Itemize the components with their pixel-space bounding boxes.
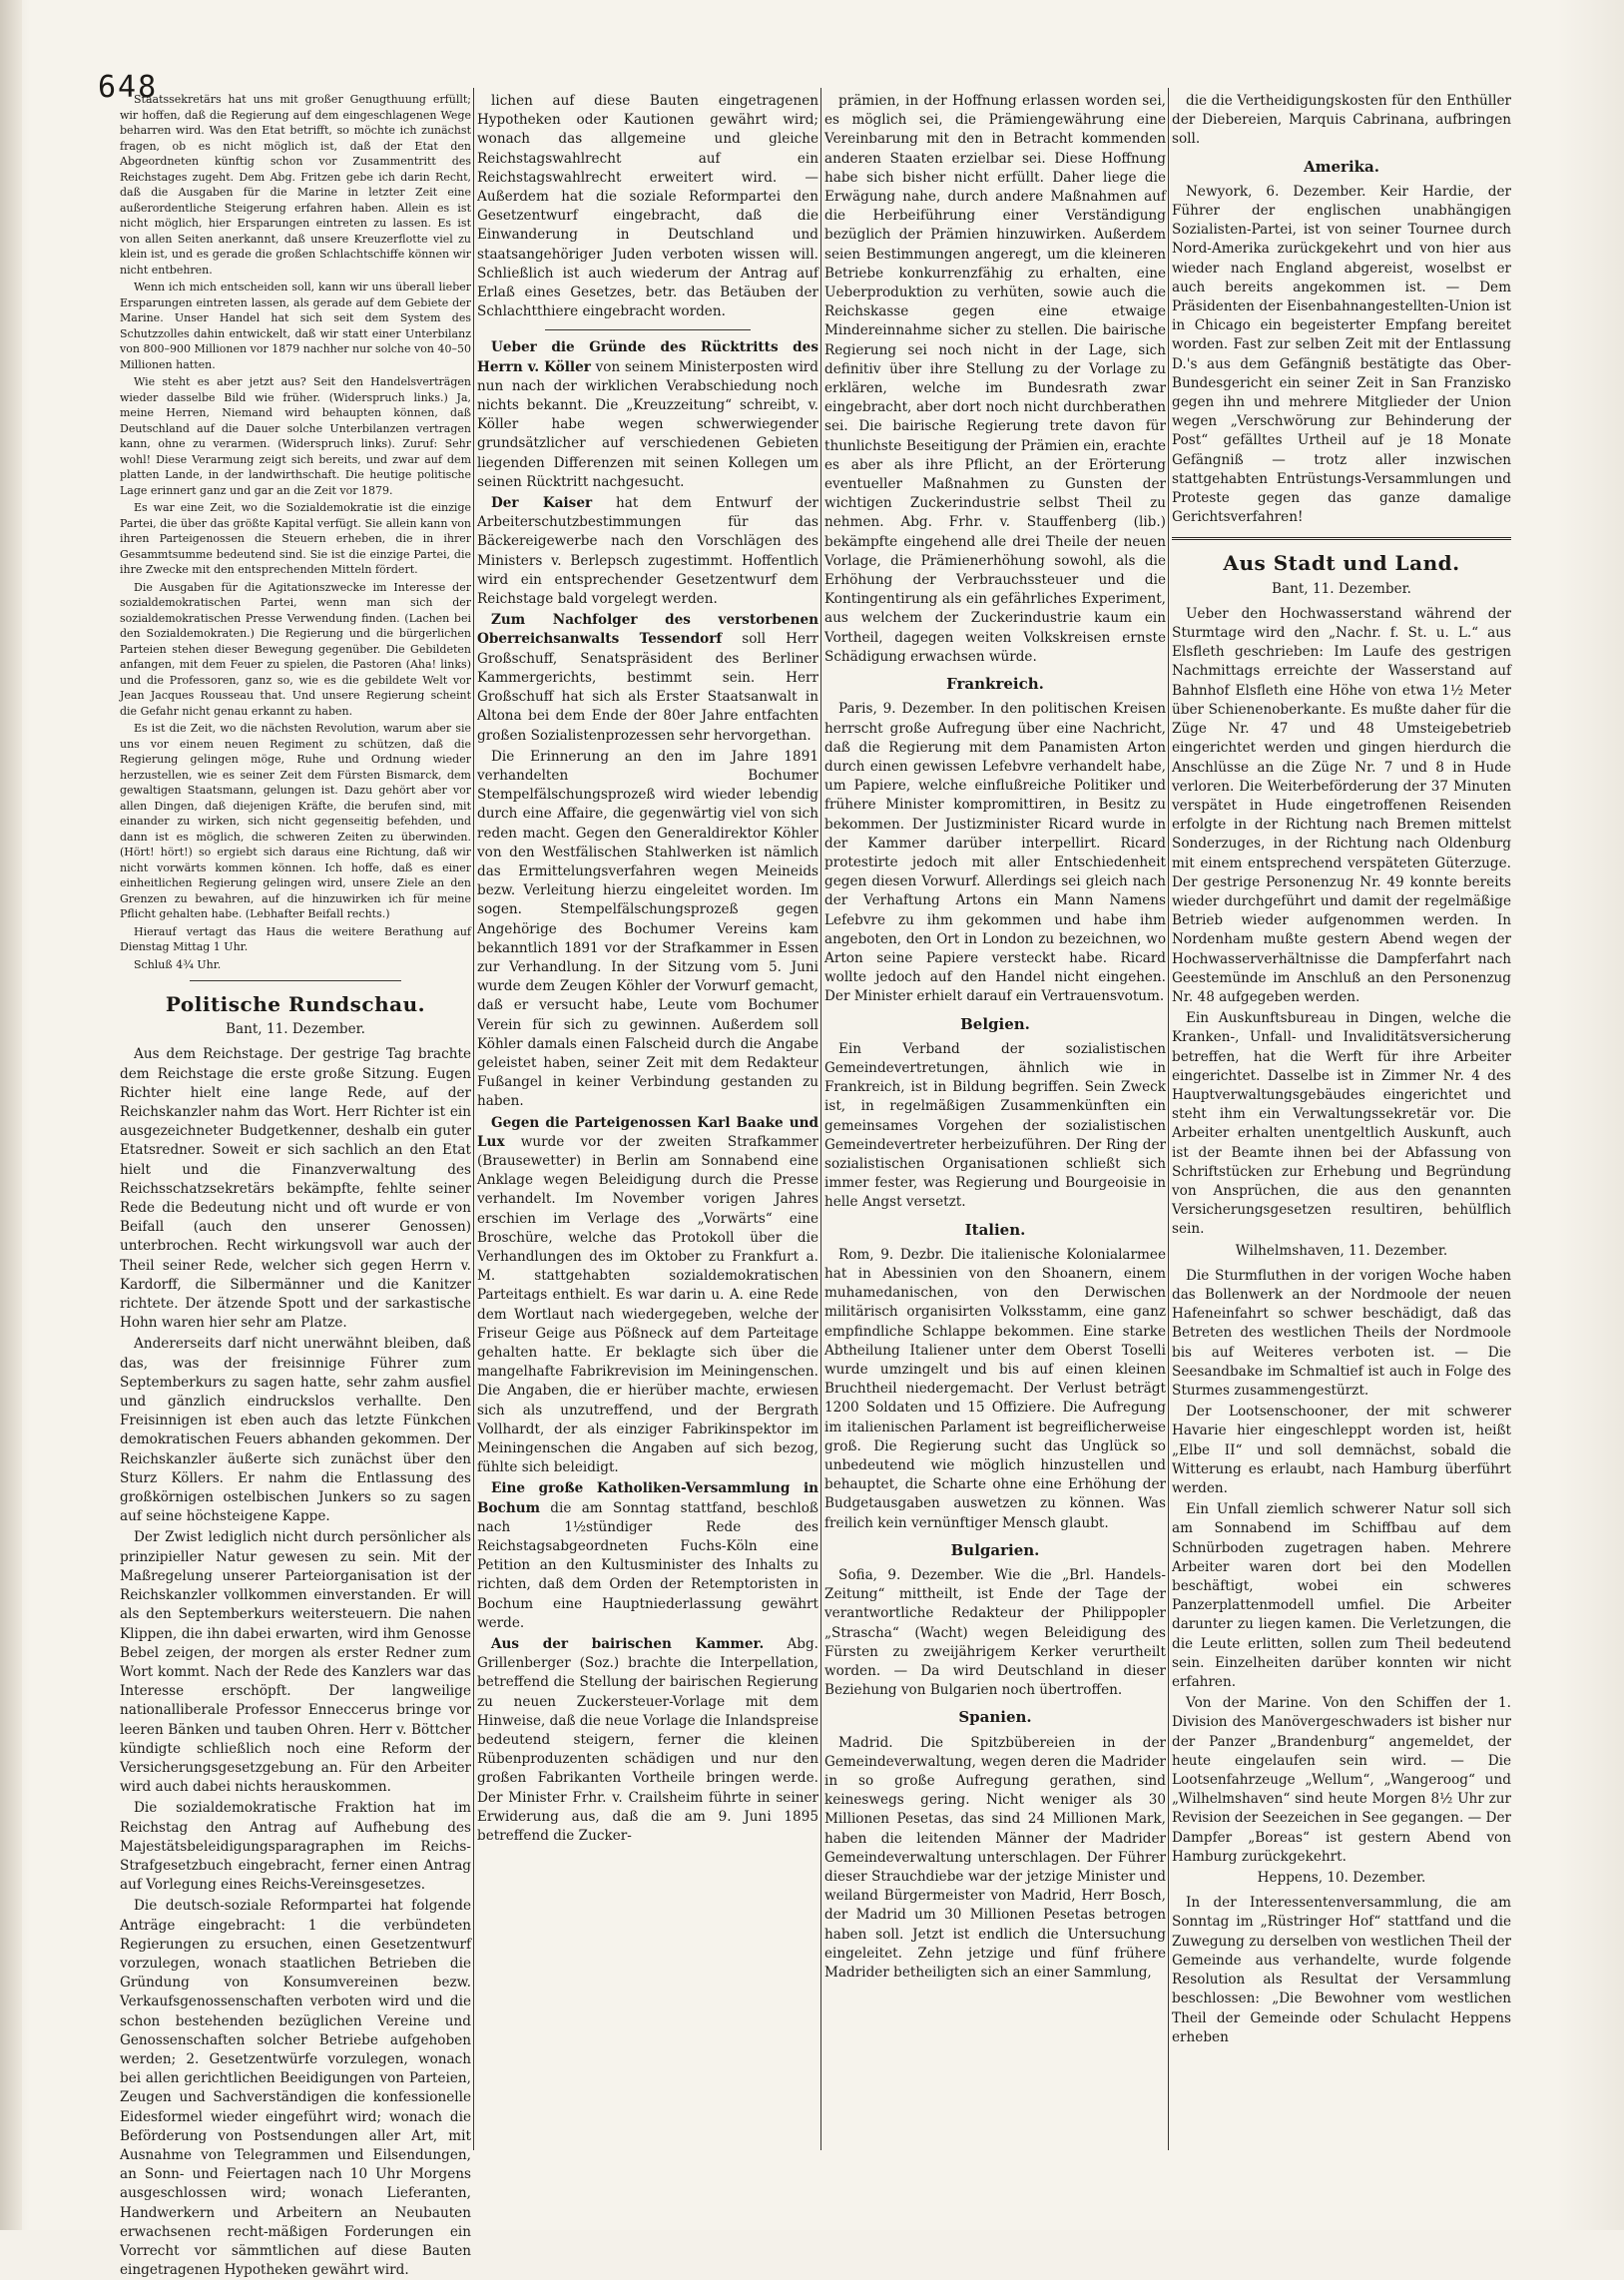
article-heading: Eine große Katholiken-Versammlung in Bochum	[477, 1480, 818, 1516]
divider	[1172, 537, 1511, 540]
paragraph: Der Zwist lediglich nicht durch persönlicher als prinzipieller Natur gewesen zu sein. Mit der Maßregelung unserer Parteiorganisation ist der Reichskanzler vollkommen einverstanden. Er will als den Septemberkurs weitersteuern. Die nahen Klippen, die ihn dabei erwarten, wird ihm Genosse Bebel zeigen, der morgen als erster Redner zum Wort kommt. Nach der Rede des Kanzlers war das Interesse erschöpft. Der langweilige nationalliberale Professor Enneccerus bringe vor leeren Bänken und tauben Ohren. Herr v. Böttcher kündigte schließlich noch eine Reform der Versicherungsgesetzgebung an. Für den Arbeiter wird auch dabei nichts herauskommen.	[120, 1529, 471, 1796]
article-heading: Zum Nachfolger des verstorbenen Oberreichsanwalts Tessendorf	[477, 612, 818, 648]
close-note: Schluß 4¾ Uhr.	[134, 957, 222, 971]
dateline: Bant, 11. Dezember.	[1271, 580, 1411, 597]
article-heading: Der Kaiser	[491, 495, 593, 512]
paragraph: Die sozialdemokratische Fraktion hat im Reichstag den Antrag auf Aufhebung des Majestätsbeleidigungsparagraphen im Reichs-Strafgesetzbuch eingebracht, ferner einen Antrag auf Vorlegung eines Reichs-Vereinsgesetzes.	[120, 1800, 471, 1894]
column-3	[824, 92, 1166, 2148]
page-number: 648	[98, 70, 159, 105]
column-4	[1172, 92, 1511, 2148]
paragraph: Die deutsch-soziale Reformpartei hat folgende Anträge eingebracht: 1 die verbündeten Regierungen zu ersuchen, einen Gesetzentwurf vorzulegen, wonach staatlichen Betrieben die Gründung von Konsumvereinen bezw. Verkaufsgenossenschaften verboten wird und die schon bestehenden bezüglichen Vereine und Genossenschaften solcher Betriebe aufgehoben werden; 2. Gesetzentwürfe vorzulegen, wonach bei allen gerichtlichen Beeidigungen von Parteien, Zeugen und Sachverständigen die konfessionelle Eidesformel wieder eingeführt wird; wonach die Beförderung von Postsendungen aller Art, mit Ausnahme von Telegrammen und Eilsendungen, an Sonn- und Feiertagen nach 10 Uhr Morgens ausgeschlossen wird; wonach Lieferanten, Handwerkern und Arbeitern an Neubauten erwachsenen recht-mäßigen Forderungen ein Vorrecht vor sämmtlichen auf diese Bauten eingetragenen Hypotheken gewährt wird.	[120, 1898, 471, 2279]
divider	[545, 329, 750, 330]
column-2	[477, 92, 818, 2148]
paragraph: Ein Verband der sozialistischen Gemeindevertretungen, ähnlich wie in Frankreich, ist in Bildung begriffen. Sein Zweck ist, in regelmäßigen Zusammenkünften ein gemeinsames Vorgehen der sozialistischen Gemeindevertreter herbeizuführen. Der Ring der sozialistischen Organisationen schließt sich immer fester, was Regierung und Bourgeoisie in helle Angst versetzt.	[824, 1040, 1166, 1211]
paragraph: Newyork, 6. Dezember. Keir Hardie, der Führer der englischen unabhängigen Sozialisten-Partei, ist von seiner Tournee durch Nord-Amerika zurückgekehrt und von hier aus wieder nach England abgereist, woselbst er auch bereits angekommen ist. — Dem Präsidenten der Eisenbahnangestellten-Union ist in Chicago ein begeisterter Empfang bereitet worden. Fast zur selben Zeit mit der Entlassung D.'s aus dem Gefängniß bestätigte das Ober-Bundesgericht ein seiner Zeit in San Franzisko gegen ihn und mehrere Mitglieder der Union wegen „Verschwörung zur Behinderung der Post“ gefälltes Urtheil auf je 18 Monate Gefängniß — trotz aller inzwischen stattgehabten Entrüstungs-Versammlungen und Proteste gegen das ganze damalige Gerichtsverfahren!	[1172, 183, 1511, 526]
paragraph: Ein Unfall ziemlich schwerer Natur soll sich am Sonnabend im Schiffbau auf dem Schnürboden zugetragen haben. Mehrere Arbeiter waren dort bei den Modellen beschäftigt, wobei ein schweres Panzerplattenmodell umfiel. Die Arbeiter darunter zu liegen kamen. Die Verletzungen, die die Leute erlitten, sollen zum Theil bedeutend sein. Einzelheiten darüber konnten wir nicht erfahren.	[1172, 1501, 1511, 1691]
paragraph: Aus dem Reichstage. Der gestrige Tag brachte dem Reichstage die erste große Sitzung. Eugen Richter hielt eine lange Rede, auf der Reichskanzler nahm das Wort. Herr Richter ist ein ausgezeichneter Budgetkenner, deshalb ein guter Etatsredner. Soweit er sich sachlich an den Etat hielt und die Finanzverwaltung des Reichsschatzsekretärs bekämpfte, fehlte seiner Rede die Bedeutung nicht und oft wurde er von Beifall (auch den unserer Genossen) unterbrochen. Recht wirkungsvoll war auch der Theil seiner Rede, welcher sich gegen Herrn v. Kardorff, die Silbermänner und die Kanitzer richtete. Der ätzende Spott und der sarkastische Hohn waren hier sehr am Platze.	[120, 1046, 471, 1332]
paragraph: Der Lootsenschooner, der mit schwerer Havarie hier eingeschleppt worden ist, heißt „Elbe II“ und soll demnächst, sobald die Witterung es erlaubt, nach Hamburg überführt werden.	[1172, 1404, 1511, 1497]
paragraph: Die Sturmfluthen in der vorigen Woche haben das Bollenwerk an der Nordmoole der neuen Hafeneinfahrt so schwer beschädigt, daß das Betreten des westlichen Theils der Nordmoole bis auf Weiteres verboten ist. — Die Seesandbake im Schmaltief ist auch in Folge des Sturmes zusammengestürzt.	[1172, 1267, 1511, 1399]
section-title-bulgarien: Bulgarien.	[950, 1540, 1040, 1559]
column-rule	[820, 88, 821, 2150]
section-title-amerika: Amerika.	[1304, 157, 1379, 176]
dateline: Bant, 11. Dezember.	[225, 1021, 365, 1038]
paragraph: Es war eine Zeit, wo die Sozialdemokratie ist die einzige Partei, die über das größte Kapital verfügt. Sie allein kann von ihren Parteigenossen die Steuern erheben, die in ihrer Gesammtsumme bedeutend sind. Sie ist die einzige Partei, die ihre Zwecke mit den entsprechenden Mitteln fördert.	[120, 501, 471, 576]
paragraph: Paris, 9. Dezember. In den politischen Kreisen herrscht große Aufregung über eine Nachricht, daß die Regierung mit dem Panamisten Arton durch einen gewissen Lefebvre verhandelt habe, um Papiere, welche einflußreiche Politiker und frühere Minister kompromittiren, in Besitz zu bekommen. Der Justizminister Ricard wurde in der Kammer darüber interpellirt. Ricard protestirte jedoch mit aller Entschiedenheit gegen diesen Vorwurf. Allerdings sei gleich nach der Verhaftung Artons ein Mann Namens Lefebvre zu ihm gekommen und habe ihm angeboten, den Ort in London zu bezeichnen, wo Arton seine Papiere versteckt habe. Ricard wollte jedoch auf den Handel nicht eingehen. Der Minister erhielt darauf ein Vertrauensvotum.	[824, 701, 1166, 1005]
section-title-frankreich: Frankreich.	[946, 675, 1044, 694]
page-binding	[0, 0, 22, 2230]
article-heading: Ueber die Gründe des Rücktritts des Herrn v. Köller	[477, 339, 818, 375]
adjourn-note: Hierauf vertagt das Haus die weitere Berathung auf Dienstag Mittag 1 Uhr.	[120, 924, 471, 953]
paragraph: Es ist die Zeit, wo die nächsten Revolution, warum aber sie uns vor einem neuen Regiment zu schützen, daß die Regierung gelingen möge, Ruhe und Ordnung wieder herzustellen, wie es seiner Zeit dem Fürsten Bismarck, dem gewaltigen Staatsmann, gelungen ist. Dazu gehört aber vor allen Dingen, daß diejenigen Kräfte, die berufen sind, mit einander zu wirken, sich nicht gegenseitig befehden, und dann ist es möglich, die schweren Zeiten zu überwinden. (Hört! hört!) so ergiebt sich daraus eine Richtung, daß wir nicht vorwärts kommen können. Ich hoffe, daß es einer einheitlichen Regierung gelingen wird, unsere Ziele an den Grenzen zu bewahren, auf die hinzuwirken ich für meine Pflicht gehalten habe. (Lebhafter Beifall rechts.)	[120, 722, 471, 920]
article-text: wurde vor der zweiten Strafkammer (Brausewetter) in Berlin am Sonnabend eine Anklage wegen Beleidigung durch die Presse verhandelt. Im November vorigen Jahres erschien im Verlage des „Vorwärts“ eine Broschüre, welche das Protokoll über die Verhandlungen des im Oktober zu Frankfurt a. M. stattgehabten sozialdemokratischen Parteitags enthielt. Es war darin u. A. eine Rede dem Wortlaut nach wiedergegeben, welche der Friseur Geige aus Pößneck auf dem Parteitage gehalten hatte. Er beklagte sich über die mangelhafte Fabrikrevision im Meiningenschen. Die Angaben, die er hierüber machte, erwiesen sich als unzutreffend, und der Bergrath Vollhardt, der als einziger Fabrikinspektor im Meiningenschen die Angaben auf sich bezog, fühlte sich beleidigt.	[477, 1133, 818, 1476]
paragraph: Die Erinnerung an den im Jahre 1891 verhandelten Bochumer Stempelfälschungsprozeß wird wieder lebendig durch eine Affaire, die gegenwärtig viel von sich reden macht. Gegen den Generaldirektor Köhler von den Westfälischen Stahlwerken ist nämlich das Ermittelungsverfahren wegen Meineids bezw. Verleitung hierzu eingeleitet worden. Im sogen. Stempelfälschungsprozeß gegen Angehörige des Bochumer Vereins kam bekanntlich 1891 vor der Strafkammer in Essen zur Verhandlung. In der Sitzung vom 5. Juni wurde dem Zeugen Köhler der Vorwurf gemacht, daß er versucht habe, Leute vom Bochumer Verein für sich zu gewinnen. Außerdem soll Köhler damals einen Falscheid durch die Angabe geleistet haben, seiner Zeit mit dem Redakteur Fußangel in keiner Verbindung gestanden zu haben.	[477, 748, 818, 1110]
paragraph: Madrid. Die Spitzbübereien in der Gemeindeverwaltung, wegen deren die Madrider in so große Aufregung gerathen, sind keineswegs gering. Nicht weniger als 30 Millionen Pesetas, das sind 24 Millionen Mark, haben die leitenden Männer der Madrider Gemeindeverwaltung unterschlagen. Der Führer dieser Strauchdiebe war der jetzige Minister und weiland Bürgermeister von Madrid, Herr Bosch, der Madrid um 30 Millionen Pesetas betrogen haben soll. Jetzt ist endlich die Untersuchung eingeleitet. Zehn jetzige und fünf frühere Madrider betheiligten sich an einer Sammlung,	[824, 1734, 1166, 1982]
section-title-rundschau: Politische Rundschau.	[165, 992, 426, 1016]
paragraph: prämien, in der Hoffnung erlassen worden sei, es möglich sei, die Prämiengewährung eine Vereinbarung mit den in Betracht kommenden anderen Staaten erzielbar sei. Diese Hoffnung habe sich bisher nicht erfüllt. Daher liege die Erwägung nahe, durch andere Maßnahmen auf die Herbeiführung einer Verständigung bezüglich der Prämien hinzuwirken. Außerdem seien Bestimmungen angeregt, um die kleineren Betriebe konkurrenzfähig zu erhalten, eine Ueberproduktion zu verhüten, sowie auch die Reichskasse gegen eine etwaige Mindereinnahme sicher zu stellen. Die bairische Regierung sei noch nicht in der Lage, sich definitiv über ihre Stellung zu der Vorlage zu erklären, welche im Bundesrath zwar eingebracht, aber dort noch nicht durchberathen sei. Die bairische Regierung trete davon für thunlichste Beseitigung der Prämien ein, erachte es aber als ihre Pflicht, an der Erörterung eventueller Maßnahmen zu Gunsten der wichtigen Zuckerindustrie selbst Theil zu nehmen. Abg. Frhr. v. Stauffenberg (lib.) bekämpfte eingehend alle drei Theile der neuen Vorlage, die Prämienerhöhung sowohl, als die Erhöhung der Verbrauchssteuer und die Kontingentirung als ein gefährliches Experiment, aus welchem der Zuckerindustrie kaum ein Vortheil, dagegen weiten Volkskreisen ernste Schädigung erwachsen würde.	[824, 93, 1166, 665]
paragraph: Staatssekretärs hat uns mit großer Genugthuung erfüllt; wir hoffen, daß die Regierung auf dem eingeschlagenen Wege beharren wird. Was den Etat betrifft, so möchte ich zunächst fragen, ob es nicht möglich ist, daß der Etat den Abgeordneten künftig schon vor Zusammentritt des Reichstages zugeht. Dem Abg. Fritzen gebe ich darin Recht, daß die Ausgaben für die Marine in letzter Zeit eine außerordentliche Steigerung erfahren haben. Allein es ist nicht möglich, hier Ersparungen eintreten zu lassen. Es ist von allen Seiten anerkannt, daß unsere Kreuzerflotte viel zu klein ist, und es gerade die großen Schlachtschiffe können wir nicht entbehren.	[120, 93, 471, 277]
paragraph: Andererseits darf nicht unerwähnt bleiben, daß das, was der freisinnige Führer zum Septemberkurs zu sagen hatte, sehr zahm ausfiel und gänzlich eindruckslos verhallte. Den Freisinnigen ist eben auch das letzte Fünkchen demokratischen Feuers abhanden gekommen. Der Reichskanzler äußerte sich zunächst über den Sturz Köllers. Er nahm die Entlassung des großkörnigen ostelbischen Junkers so zu sagen auf seine höchsteigene Kappe.	[120, 1336, 471, 1525]
article-text: von seinem Ministerposten wird nun nach der wirklichen Verabschiedung noch nichts bekannt. Die „Kreuzzeitung“ schreibt, v. Köller habe wegen schwerwiegender grundsätzlicher auf verschiedenen Gebieten liegenden Differenzen mit seinen Kollegen um seinen Rücktritt nachgesucht.	[477, 358, 818, 490]
paragraph: Wie steht es aber jetzt aus? Seit den Handelsverträgen wieder dasselbe Bild wie früher. (Widerspruch links.) Ja, meine Herren, Niemand wird behaupten können, daß Deutschland auf die Dauer solche Unterbilanzen vertragen kann, ohne zu verarmen. (Widerspruch links). Zuruf: Sehr wohl! Diese Verarmung zeigt sich bereits, und zwar auf dem platten Lande, in der landwirthschaft. Die heutige politische Lage erinnert ganz und gar an die Zeit vor 1879.	[120, 375, 471, 497]
paragraph: In der Interessentenversammlung, die am Sonntag im „Rüstringer Hof“ stattfand und die Zuwegung zu derselben von westlichen Theil der Gemeinde aus verhandelte, wurde folgende Resolution als Resultat der Versammlung beschlossen: „Die Bewohner vom westlichen Theil der Gemeinde oder Schulacht Heppens erheben	[1172, 1895, 1511, 2045]
article-heading: Aus der bairischen Kammer.	[491, 1636, 765, 1653]
paragraph: Rom, 9. Dezbr. Die italienische Kolonialarmee hat in Abessinien von den Shoanern, einem muhamedanischen, von den Derwischen militärisch organisirten Volksstamm, eine ganz empfindliche Schlappe bekommen. Eine starke Abtheilung Italiener unter dem Oberst Toselli wurde umzingelt und bis auf einen kleinen Bruchtheil niedergemacht. Der Verlust beträgt 1200 Soldaten und 15 Offiziere. Die Aufregung im italienischen Parlament ist begreiflicherweise groß. Die Regierung sucht das Unglück so unbedeutend wie möglich hinzustellen und behauptet, die Scharte ohne eine Erhöhung der Budgetausgaben auswetzen zu können. Was freilich kein vernünftiger Mensch glaubt.	[824, 1246, 1166, 1531]
article-text: hat dem Entwurf der Arbeiterschutzbestimmungen für das Bäckereigewerbe nach den Vorschlägen des Ministers v. Berlepsch zugestimmt. Hoffentlich wird ein entsprechender Gesetzentwurf dem Reichstage bald vorgelegt werden.	[477, 495, 818, 608]
dateline: Wilhelmshaven, 11. Dezember.	[1235, 1242, 1448, 1259]
paragraph: Von der Marine. Von den Schiffen der 1. Division des Manövergeschwaders ist bisher nur der Panzer „Brandenburg“ angemeldet, der heute eingelaufen sein wird. — Die Lootsenfahrzeuge „Wellum“, „Wangeroog“ und „Wilhelmshaven“ sind heute Morgen 8½ Uhr zur Revision der Seezeichen in See gegangen. — Der Dampfer „Boreas“ ist gestern Abend von Hamburg zurückgekehrt.	[1172, 1695, 1511, 1865]
paragraph: Sofia, 9. Dezember. Wie die „Brl. Handels-Zeitung“ mittheilt, ist Ende der Tage der verantwortliche Redakteur der Philippopler „Strascha“ (Wacht) wegen Beleidigung des Fürsten zu zweijährigem Kerker verurtheilt worden. — Da wird Deutschland in dieser Beziehung von Bulgarien noch übertroffen.	[824, 1567, 1166, 1699]
column-rule	[473, 88, 474, 2150]
column-1	[120, 92, 471, 2279]
paragraph: die die Vertheidigungskosten für den Enthüller der Diebereien, Marquis Cabrinana, aufbringen soll.	[1172, 93, 1511, 148]
paragraph: lichen auf diese Bauten eingetragenen Hypotheken oder Kautionen gewährt wird; wonach das allgemeine und gleiche Reichstagswahlrecht auf ein Reichstagswahlrecht erweitert wird. — Außerdem hat die soziale Reformpartei den Gesetzentwurf eingebracht, daß die Einwanderung in Deutschland und staatsangehöriger Juden verboten wissen will. Schließlich ist auch wiederum der Antrag auf Erlaß eines Gesetzes, betr. das Betäuben der Schlachtthiere eingebracht worden.	[477, 93, 818, 320]
article-heading: Gegen die Parteigenossen Karl Baake und Lux	[477, 1114, 818, 1150]
section-title-stadt-und-land: Aus Stadt und Land.	[1223, 551, 1460, 576]
section-title-italien: Italien.	[964, 1220, 1026, 1239]
article-text: soll Herr Großschuff, Senatspräsident des Berliner Kammergerichts, bestimmt sein. Herr Großschuff hat sich als Erster Staatsanwalt in Altona bei dem Ende der 80er Jahre entfachten großen Sozialistenprozessen sehr hervorgethan.	[477, 631, 818, 744]
section-title-belgien: Belgien.	[960, 1014, 1030, 1033]
paragraph: Ein Auskunftsbureau in Dingen, welche die Kranken-, Unfall- und Invaliditätsversicherung betreffen, hat die Werft für ihre Arbeiter eingerichtet. Dasselbe ist in Zimmer Nr. 4 des Hauptverwaltungsgebäudes eingerichtet und steht ihm ein Verwaltungssekretär vor. Die Arbeiter erhalten unentgeltlich Auskunft, auch ist der Beamte ihnen bei der Abfassung von Schriftstücken zur Erhebung und Begründung von Ansprüchen, die aus den genannten Versicherungsgesetzen resultiren, behülflich sein.	[1172, 1010, 1511, 1238]
article-text: Abg. Grillenberger (Soz.) brachte die Interpellation, betreffend die Stellung der bairischen Regierung zu neuen Zuckersteuer-Vorlage mit dem Hinweise, daß die neue Vorlage die Inlandspreise bedeutend steigern, ferner die kleinen Rübenproduzenten schädigen und nur den großen Fabrikanten Vortheile bringen werde. Der Minister Frhr. v. Crailsheim führte in seiner Erwiderung aus, daß die am 9. Juni 1895 betreffend die Zucker-	[477, 1636, 819, 1845]
section-title-spanien: Spanien.	[958, 1708, 1032, 1727]
dateline: Heppens, 10. Dezember.	[1257, 1870, 1426, 1887]
paragraph: Ueber den Hochwasserstand während der Sturmtage wird den „Nachr. f. St. u. L.“ aus Elsfleth geschrieben: Im Laufe des gestrigen Nachmittags erreichte der Wasserstand auf Bahnhof Elsfleth eine Höhe von etwa 1½ Meter über Schienenoberkante. Es mußte daher für die Züge Nr. 47 und 48 Umsteigebetrieb eingerichtet werden und gingen hierdurch die Anschlüsse an die Züge Nr. 7 und 8 in Hude verloren. Die Weiterbeförderung der 37 Minuten verspätet in Hude eingetroffenen Reisenden erfolgte in der Richtung nach Bremen mittelst Sonderzuges, in der Richtung nach Oldenburg mit einem entsprechend verspäteten Güterzuge. Der gestrige Personenzug Nr. 49 konnte bereits wieder durchgeführt und damit der regelmäßige Betrieb wieder aufgenommen werden. In Nordenham mußte gestern Abend wegen der Hochwasserverhältnisse die Dampferfahrt nach Geestemünde im Anschluß an den Personenzug Nr. 48 aufgegeben werden.	[1172, 605, 1511, 1005]
column-rule	[1168, 88, 1169, 2150]
paragraph: Wenn ich mich entscheiden soll, kann wir uns überall lieber Ersparungen eintreten lassen, als gerade auf dem Gebiete der Marine. Unser Handel hat sich seit dem System des Schutzzolles dahin entwickelt, daß wir statt einer Unterbilanz von 800–900 Millionen vor 1879 nachher nur solche von 40–50 Millionen hatten.	[120, 281, 471, 371]
article-text: die am Sonntag stattfand, beschloß nach 1½stündiger Rede des Reichstagsabgeordneten Fuchs-Köln eine Petition an den Kultusminister des Inhalts zu richten, daß dem Orden der Retemptoristen in Bochum eine Hauptniederlassung gewährt werde.	[477, 1499, 818, 1631]
paragraph: Die Ausgaben für die Agitationszwecke im Interesse der sozialdemokratischen Partei, wenn man sich der sozialdemokratischen Presse Verwendung finden. (Lachen bei den Sozialdemokraten.) Die Regierung und die bürgerlichen Parteien stehen dieser Bewegung gegenüber. Die Gebildeten anfangen, mit dem Feuer zu spielen, die Pastoren (Aha! links) und die Professoren, ganz so, wie es die gebildete Welt vor Jean Jacques Rousseau that. Und unsere Regierung scheint die Gefahr nicht genau erkannt zu haben.	[120, 580, 471, 718]
divider	[190, 980, 400, 981]
